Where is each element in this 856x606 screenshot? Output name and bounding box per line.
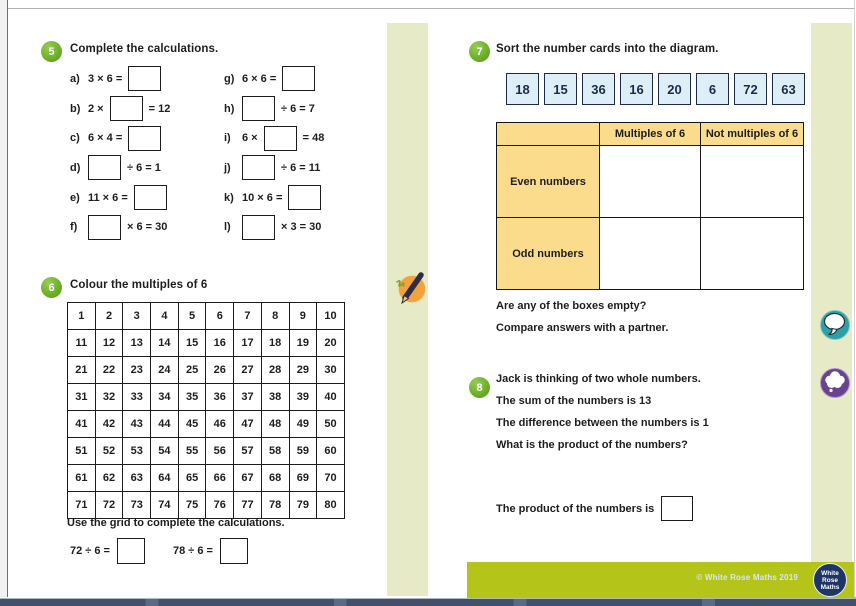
q8-line: The difference between the numbers is 1 xyxy=(496,417,709,429)
grid-cell[interactable]: 6 xyxy=(206,303,233,329)
grid-cell[interactable]: 66 xyxy=(206,465,233,491)
grid-cell[interactable]: 29 xyxy=(290,357,317,383)
grid-cell[interactable]: 38 xyxy=(262,384,289,410)
grid-cell[interactable]: 5 xyxy=(179,303,206,329)
white-rose-maths-logo xyxy=(813,563,847,597)
answer-box[interactable] xyxy=(134,185,167,210)
grid-cell[interactable]: 59 xyxy=(290,438,317,464)
table-header-cell xyxy=(497,123,600,146)
grid-cell[interactable]: 34 xyxy=(151,384,178,410)
equation-row xyxy=(70,183,170,213)
grid-cell[interactable]: 80 xyxy=(317,492,344,518)
answer-box[interactable] xyxy=(88,215,121,240)
grid-cell[interactable]: 46 xyxy=(206,411,233,437)
grid-cell[interactable]: 18 xyxy=(262,330,289,356)
sort-target-cell[interactable] xyxy=(600,146,701,218)
grid-cell[interactable]: 32 xyxy=(96,384,123,410)
q6-footer-instruction: Use the grid to complete the calculations. xyxy=(67,517,285,529)
equation-text: ÷ 6 = 1 xyxy=(127,161,161,174)
equation-label: c) xyxy=(70,132,80,145)
q6-hundred-grid xyxy=(67,302,345,519)
grid-cell[interactable]: 68 xyxy=(262,465,289,491)
q5-column xyxy=(224,64,324,242)
row-label-cell: Even numbers xyxy=(497,146,600,218)
number-card[interactable]: 16 xyxy=(620,73,653,105)
equation-text: 3 × 6 = xyxy=(88,72,123,85)
grid-cell[interactable]: 53 xyxy=(123,438,150,464)
window-bottom-border xyxy=(0,598,856,606)
sort-target-cell[interactable] xyxy=(701,218,804,290)
q8-line: The sum of the numbers is 13 xyxy=(496,395,652,407)
window-top-border xyxy=(0,0,856,9)
grid-cell[interactable]: 11 xyxy=(68,330,95,356)
answer-box[interactable] xyxy=(128,66,161,91)
equation-row xyxy=(224,123,324,153)
answer-box[interactable] xyxy=(242,215,275,240)
equation-text: 10 × 6 = xyxy=(242,191,283,204)
sort-target-cell[interactable] xyxy=(701,146,804,218)
q6-calculation xyxy=(173,538,248,564)
grid-cell[interactable]: 67 xyxy=(234,465,261,491)
equation-label: d) xyxy=(70,161,81,174)
sorting-table xyxy=(496,122,804,290)
grid-cell[interactable]: 45 xyxy=(179,411,206,437)
q8-answer-prefix: The product of the numbers is xyxy=(496,502,655,515)
q7-note-empty-boxes: Are any of the boxes empty? xyxy=(496,300,647,312)
grid-cell[interactable]: 50 xyxy=(317,411,344,437)
number-card[interactable]: 20 xyxy=(658,73,691,105)
grid-cell[interactable]: 78 xyxy=(262,492,289,518)
equation-row xyxy=(224,212,324,242)
grid-cell[interactable]: 37 xyxy=(234,384,261,410)
table-header-row xyxy=(497,123,804,146)
grid-cell[interactable]: 8 xyxy=(262,303,289,329)
thought-bubble-icon xyxy=(819,366,851,400)
grid-cell[interactable]: 2 xyxy=(96,303,123,329)
grid-cell[interactable]: 60 xyxy=(317,438,344,464)
q5-column xyxy=(70,64,170,242)
row-label-cell: Odd numbers xyxy=(497,218,600,290)
equation-label: b) xyxy=(70,102,81,115)
equation-text: = 12 xyxy=(148,102,171,115)
grid-cell[interactable]: 70 xyxy=(317,465,344,491)
grid-cell[interactable]: 76 xyxy=(206,492,233,518)
grid-cell[interactable]: 54 xyxy=(151,438,178,464)
table-row xyxy=(497,218,804,290)
grid-cell[interactable]: 40 xyxy=(317,384,344,410)
grid-cell[interactable]: 17 xyxy=(234,330,261,356)
answer-box[interactable] xyxy=(282,66,315,91)
gutter-strip xyxy=(387,23,428,596)
grid-cell[interactable]: 19 xyxy=(290,330,317,356)
question-8-badge: 8 xyxy=(469,377,490,398)
grid-cell[interactable]: 31 xyxy=(68,384,95,410)
grid-cell[interactable]: 14 xyxy=(151,330,178,356)
equation-text: 2 × xyxy=(88,102,104,115)
equation-row xyxy=(70,94,170,124)
equation-text: 72 ÷ 6 = xyxy=(70,545,110,557)
grid-cell[interactable]: 64 xyxy=(151,465,178,491)
number-card[interactable]: 18 xyxy=(506,73,539,105)
grid-cell[interactable]: 28 xyxy=(262,357,289,383)
equation-text: ÷ 6 = 11 xyxy=(281,161,321,174)
grid-cell[interactable]: 69 xyxy=(290,465,317,491)
equation-text: × 3 = 30 xyxy=(281,221,322,234)
equation-row xyxy=(224,64,324,94)
grid-cell[interactable]: 27 xyxy=(234,357,261,383)
grid-cell[interactable]: 16 xyxy=(206,330,233,356)
grid-cell[interactable]: 57 xyxy=(234,438,261,464)
equation-label: j) xyxy=(224,161,231,174)
grid-cell[interactable]: 75 xyxy=(179,492,206,518)
number-card[interactable]: 6 xyxy=(696,73,729,105)
grid-cell[interactable]: 4 xyxy=(151,303,178,329)
grid-cell[interactable]: 42 xyxy=(96,411,123,437)
q7-note-compare: Compare answers with a partner. xyxy=(496,322,669,334)
equation-text: 6 × xyxy=(242,132,258,145)
pencil-icon xyxy=(391,266,431,308)
question-7-badge: 7 xyxy=(469,41,490,62)
number-card[interactable]: 36 xyxy=(582,73,615,105)
grid-cell[interactable]: 21 xyxy=(68,357,95,383)
grid-cell[interactable]: 51 xyxy=(68,438,95,464)
grid-cell[interactable]: 58 xyxy=(262,438,289,464)
table-header-cell: Not multiples of 6 xyxy=(701,123,804,146)
question-5-badge: 5 xyxy=(41,41,62,62)
copyright-text: © White Rose Maths 2019 xyxy=(696,573,798,582)
answer-box[interactable] xyxy=(242,96,275,121)
equation-label: a) xyxy=(70,72,80,85)
equation-row xyxy=(70,212,170,242)
equation-label: l) xyxy=(224,221,231,234)
grid-cell[interactable]: 74 xyxy=(151,492,178,518)
grid-cell[interactable]: 25 xyxy=(179,357,206,383)
equation-text: × 6 = 30 xyxy=(127,221,168,234)
grid-cell[interactable]: 30 xyxy=(317,357,344,383)
answer-box[interactable] xyxy=(110,96,143,121)
grid-cell[interactable]: 49 xyxy=(290,411,317,437)
grid-cell[interactable]: 56 xyxy=(206,438,233,464)
grid-cell[interactable]: 24 xyxy=(151,357,178,383)
equation-row xyxy=(70,64,170,94)
grid-cell[interactable]: 71 xyxy=(68,492,95,518)
grid-cell[interactable]: 1 xyxy=(68,303,95,329)
table-header-cell: Multiples of 6 xyxy=(600,123,701,146)
q8-line: What is the product of the numbers? xyxy=(496,439,688,451)
grid-cell[interactable]: 61 xyxy=(68,465,95,491)
grid-cell[interactable]: 10 xyxy=(317,303,344,329)
grid-cell[interactable]: 63 xyxy=(123,465,150,491)
equation-row xyxy=(70,123,170,153)
grid-cell[interactable]: 52 xyxy=(96,438,123,464)
question-5-title: Complete the calculations. xyxy=(70,43,219,55)
logo-line: Maths xyxy=(820,583,840,591)
answer-box[interactable] xyxy=(220,538,248,564)
grid-cell[interactable]: 72 xyxy=(96,492,123,518)
number-card[interactable]: 15 xyxy=(544,73,577,105)
equation-text: 11 × 6 = xyxy=(88,191,128,204)
equation-label: f) xyxy=(70,221,78,234)
grid-cell[interactable]: 62 xyxy=(96,465,123,491)
number-card[interactable]: 72 xyxy=(734,73,767,105)
equation-row xyxy=(70,153,170,183)
grid-cell[interactable]: 36 xyxy=(206,384,233,410)
equation-text: ÷ 6 = 7 xyxy=(281,102,315,115)
grid-cell[interactable]: 20 xyxy=(317,330,344,356)
table-row xyxy=(497,146,804,218)
answer-box[interactable] xyxy=(117,538,145,564)
equation-label: e) xyxy=(70,191,80,204)
logo-line: White xyxy=(821,569,839,577)
grid-cell[interactable]: 15 xyxy=(179,330,206,356)
grid-cell[interactable]: 41 xyxy=(68,411,95,437)
logo-line: Rose xyxy=(822,576,838,584)
answer-box[interactable] xyxy=(288,185,321,210)
grid-cell[interactable]: 55 xyxy=(179,438,206,464)
sort-target-cell[interactable] xyxy=(600,218,701,290)
grid-cell[interactable]: 44 xyxy=(151,411,178,437)
grid-cell[interactable]: 79 xyxy=(290,492,317,518)
grid-cell[interactable]: 23 xyxy=(123,357,150,383)
equation-row xyxy=(224,183,324,213)
equation-row xyxy=(224,94,324,124)
equation-row xyxy=(224,153,324,183)
answer-box[interactable] xyxy=(242,155,275,180)
equation-text: = 48 xyxy=(302,132,325,145)
question-6-badge: 6 xyxy=(41,277,62,298)
answer-box[interactable] xyxy=(264,126,297,151)
grid-cell[interactable]: 7 xyxy=(234,303,261,329)
grid-cell[interactable]: 33 xyxy=(123,384,150,410)
equation-text: 6 × 6 = xyxy=(242,72,277,85)
q8-line: Jack is thinking of two whole numbers. xyxy=(496,373,701,385)
grid-cell[interactable]: 35 xyxy=(179,384,206,410)
number-cards-row xyxy=(506,73,805,105)
grid-cell[interactable]: 48 xyxy=(262,411,289,437)
grid-cell[interactable]: 22 xyxy=(96,357,123,383)
q6-calculation xyxy=(70,538,145,564)
equation-label: h) xyxy=(224,102,235,115)
grid-cell[interactable]: 26 xyxy=(206,357,233,383)
grid-cell[interactable]: 12 xyxy=(96,330,123,356)
q8-answer-row xyxy=(496,496,693,521)
equation-text: 78 ÷ 6 = xyxy=(173,545,213,557)
grid-cell[interactable]: 3 xyxy=(123,303,150,329)
grid-cell[interactable]: 73 xyxy=(123,492,150,518)
equation-text: 6 × 4 = xyxy=(88,132,123,145)
speech-bubble-icon xyxy=(819,308,851,342)
grid-cell[interactable]: 43 xyxy=(123,411,150,437)
grid-cell[interactable]: 65 xyxy=(179,465,206,491)
grid-cell[interactable]: 39 xyxy=(290,384,317,410)
grid-cell[interactable]: 13 xyxy=(123,330,150,356)
equation-label: g) xyxy=(224,72,235,85)
answer-box[interactable] xyxy=(128,126,161,151)
number-card[interactable]: 63 xyxy=(772,73,805,105)
equation-label: k) xyxy=(224,191,234,204)
grid-cell[interactable]: 47 xyxy=(234,411,261,437)
question-7-title: Sort the number cards into the diagram. xyxy=(496,43,719,55)
grid-cell[interactable]: 9 xyxy=(290,303,317,329)
q8-problem-text xyxy=(496,373,709,461)
equation-label: i) xyxy=(224,132,231,145)
window-left-border xyxy=(0,0,8,597)
question-6-title: Colour the multiples of 6 xyxy=(70,279,208,291)
answer-box[interactable] xyxy=(661,496,693,521)
grid-cell[interactable]: 77 xyxy=(234,492,261,518)
answer-box[interactable] xyxy=(88,155,121,180)
